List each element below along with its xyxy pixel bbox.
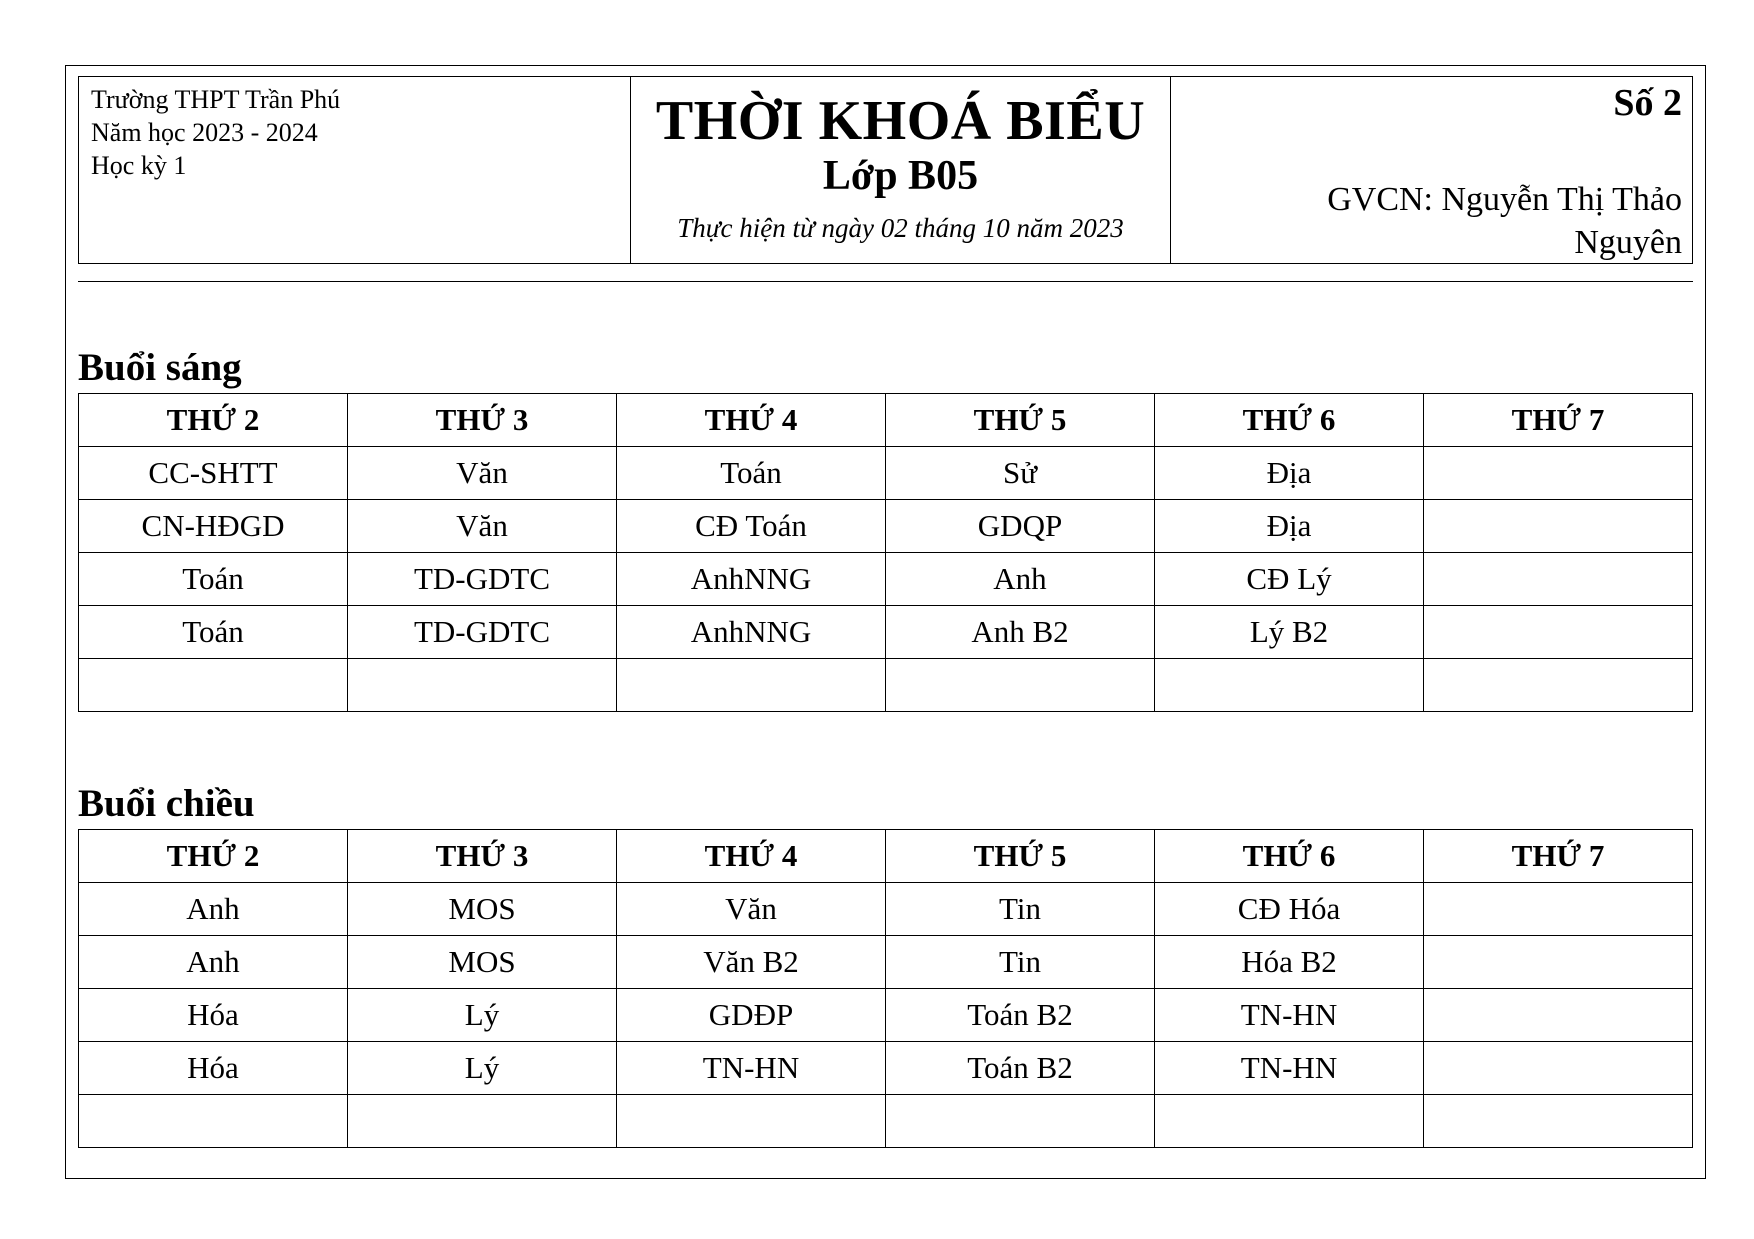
subject-cell: Hóa (79, 989, 348, 1042)
subject-cell: MOS (348, 936, 617, 989)
subject-cell (617, 659, 886, 712)
subject-cell: CĐ Toán (617, 500, 886, 553)
subject-cell (1424, 553, 1693, 606)
subject-cell (1155, 1095, 1424, 1148)
subject-cell (1424, 936, 1693, 989)
afternoon-timetable (78, 829, 1693, 1148)
subject-cell: Tin (886, 883, 1155, 936)
subject-cell: Toán B2 (886, 989, 1155, 1042)
subject-cell: Lý (348, 989, 617, 1042)
subject-cell: AnhNNG (617, 606, 886, 659)
subject-cell: CN-HĐGD (79, 500, 348, 553)
subject-cell: Địa (1155, 447, 1424, 500)
document-header (78, 76, 1693, 264)
day-header-row (79, 394, 1693, 447)
period-row (79, 989, 1693, 1042)
subject-cell (1424, 500, 1693, 553)
subject-cell: Lý (348, 1042, 617, 1095)
subject-cell: GDQP (886, 500, 1155, 553)
morning-timetable (78, 393, 1693, 712)
morning-session-title: Buổi sáng (78, 346, 242, 389)
day-header: THỨ 4 (617, 830, 886, 883)
subject-cell: Văn (617, 883, 886, 936)
header-divider (78, 281, 1693, 282)
subject-cell: Lý B2 (1155, 606, 1424, 659)
subject-cell: TN-HN (1155, 1042, 1424, 1095)
effective-date: Thực hiện từ ngày 02 tháng 10 năm 2023 (677, 213, 1124, 243)
day-header: THỨ 6 (1155, 830, 1424, 883)
subject-cell: Tin (886, 936, 1155, 989)
period-row (79, 659, 1693, 712)
subject-cell: TN-HN (1155, 989, 1424, 1042)
subject-cell (886, 1095, 1155, 1148)
day-header: THỨ 7 (1424, 394, 1693, 447)
school-info (79, 77, 631, 264)
subject-cell: Sử (886, 447, 1155, 500)
subject-cell (1424, 1042, 1693, 1095)
afternoon-session-title: Buổi chiều (78, 782, 255, 825)
subject-cell (617, 1095, 886, 1148)
subject-cell: TD-GDTC (348, 553, 617, 606)
title-block (631, 77, 1171, 264)
subject-cell (1155, 659, 1424, 712)
subject-cell: TN-HN (617, 1042, 886, 1095)
subject-cell: GDĐP (617, 989, 886, 1042)
homeroom-teacher: GVCN: Nguyễn Thị Thảo Nguyên (1327, 181, 1682, 261)
subject-cell: CĐ Lý (1155, 553, 1424, 606)
day-header-row (79, 830, 1693, 883)
subject-cell: Anh (79, 936, 348, 989)
day-header: THỨ 6 (1155, 394, 1424, 447)
subject-cell: Địa (1155, 500, 1424, 553)
subject-cell: Anh (79, 883, 348, 936)
subject-cell (1424, 883, 1693, 936)
day-header: THỨ 2 (79, 830, 348, 883)
day-header: THỨ 5 (886, 830, 1155, 883)
day-header: THỨ 7 (1424, 830, 1693, 883)
day-header: THỨ 4 (617, 394, 886, 447)
subject-cell (79, 659, 348, 712)
subject-cell (1424, 447, 1693, 500)
period-row (79, 553, 1693, 606)
day-header: THỨ 3 (348, 394, 617, 447)
subject-cell: Anh (886, 553, 1155, 606)
subject-cell: Anh B2 (886, 606, 1155, 659)
document-title: THỜI KHOÁ BIỂU (655, 90, 1146, 152)
subject-cell (1424, 989, 1693, 1042)
day-header: THỨ 2 (79, 394, 348, 447)
period-row (79, 447, 1693, 500)
subject-cell: Văn B2 (617, 936, 886, 989)
subject-cell: MOS (348, 883, 617, 936)
day-header: THỨ 5 (886, 394, 1155, 447)
class-name: Lớp B05 (822, 153, 979, 199)
subject-cell (348, 659, 617, 712)
period-row (79, 1042, 1693, 1095)
subject-cell: Văn (348, 447, 617, 500)
subject-cell: Hóa B2 (1155, 936, 1424, 989)
period-row (79, 500, 1693, 553)
subject-cell (1424, 606, 1693, 659)
subject-cell: TD-GDTC (348, 606, 617, 659)
subject-cell: Toán (79, 553, 348, 606)
subject-cell (79, 1095, 348, 1148)
period-row (79, 606, 1693, 659)
period-row (79, 936, 1693, 989)
day-header: THỨ 3 (348, 830, 617, 883)
subject-cell: Hóa (79, 1042, 348, 1095)
period-row (79, 883, 1693, 936)
subject-cell: AnhNNG (617, 553, 886, 606)
subject-cell: Văn (348, 500, 617, 553)
document-number: Số 2 (1613, 82, 1682, 124)
doc-info (1171, 77, 1693, 264)
subject-cell (886, 659, 1155, 712)
subject-cell: CĐ Hóa (1155, 883, 1424, 936)
semester: Học kỳ 1 (91, 151, 187, 180)
subject-cell: CC-SHTT (79, 447, 348, 500)
subject-cell (348, 1095, 617, 1148)
subject-cell (1424, 1095, 1693, 1148)
school-name: Trường THPT Trần Phú (91, 85, 341, 114)
subject-cell: Toán B2 (886, 1042, 1155, 1095)
period-row (79, 1095, 1693, 1148)
subject-cell: Toán (79, 606, 348, 659)
school-year: Năm học 2023 - 2024 (91, 118, 318, 147)
subject-cell (1424, 659, 1693, 712)
subject-cell: Toán (617, 447, 886, 500)
